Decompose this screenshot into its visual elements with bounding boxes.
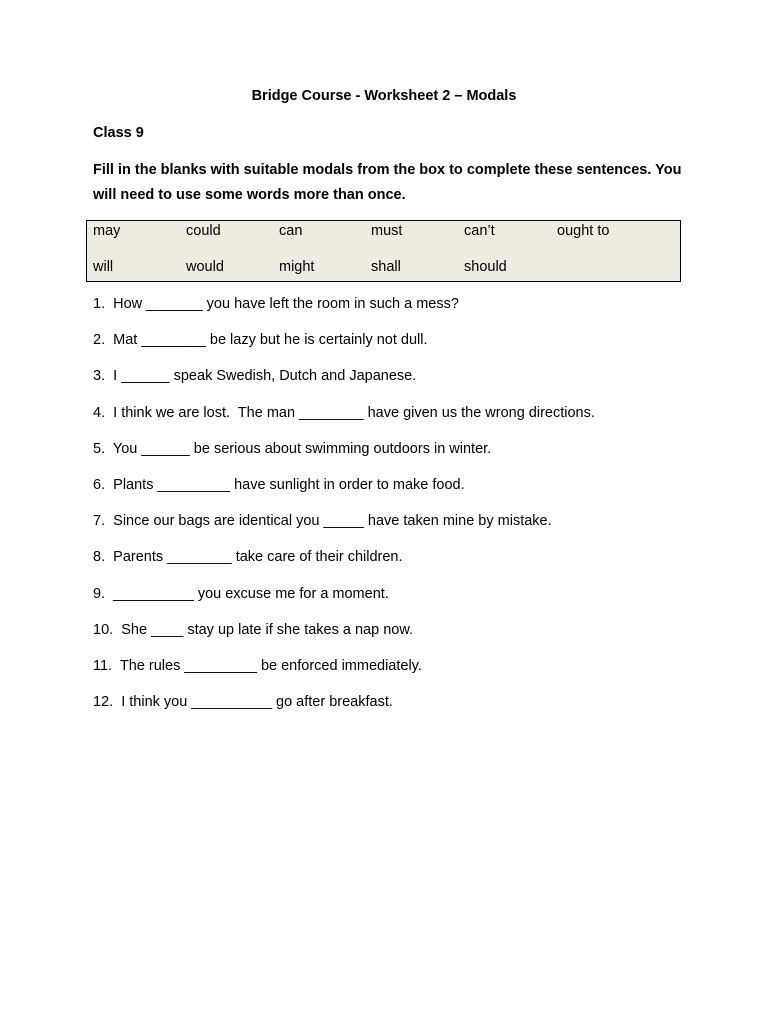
question-list — [93, 296, 743, 730]
word-ought-to: ought to — [557, 223, 610, 239]
word-should: should — [464, 259, 507, 275]
word-shall: shall — [371, 259, 401, 275]
question-item: 5. You ______ be serious about swimming outdoors in winter. — [93, 440, 492, 457]
question-item: 9. __________ you excuse me for a moment. — [93, 585, 389, 602]
word-must: must — [371, 223, 403, 239]
word-could: could — [186, 223, 221, 239]
word-can: can — [279, 223, 303, 239]
word-cant: can’t — [464, 223, 495, 239]
question-item: 10. She ____ stay up late if she takes a nap now. — [93, 621, 414, 638]
word-will: will — [93, 259, 114, 275]
word-may: may — [93, 223, 121, 239]
question-item: 7. Since our bags are identical you _____ have taken mine by mistake. — [93, 513, 552, 530]
word-would: would — [186, 259, 224, 275]
question-item: 3. I ______ speak Swedish, Dutch and Japanese. — [93, 368, 417, 385]
modals-word-box — [86, 220, 681, 282]
question-item: 12. I think you __________ go after breakfast. — [93, 694, 393, 711]
class-label: Class 9 — [93, 125, 144, 141]
question-item: 8. Parents ________ take care of their children. — [93, 549, 403, 566]
question-item: 6. Plants _________ have sunlight in order to make food. — [93, 476, 465, 493]
instructions: Fill in the blanks with suitable modals from the box to complete these sentences. You will need to use some words more than once. — [93, 162, 682, 203]
word-might: might — [279, 259, 315, 275]
question-item: 11. The rules _________ be enforced immediately. — [93, 657, 422, 674]
question-item: 1. How _______ you have left the room in such a mess? — [93, 296, 459, 312]
question-item: 4. I think we are lost. The man ________ have given us the wrong directions. — [93, 404, 595, 421]
question-item: 2. Mat ________ be lazy but he is certainly not dull. — [93, 332, 428, 349]
worksheet-title: Bridge Course - Worksheet 2 – Modals — [251, 88, 517, 104]
